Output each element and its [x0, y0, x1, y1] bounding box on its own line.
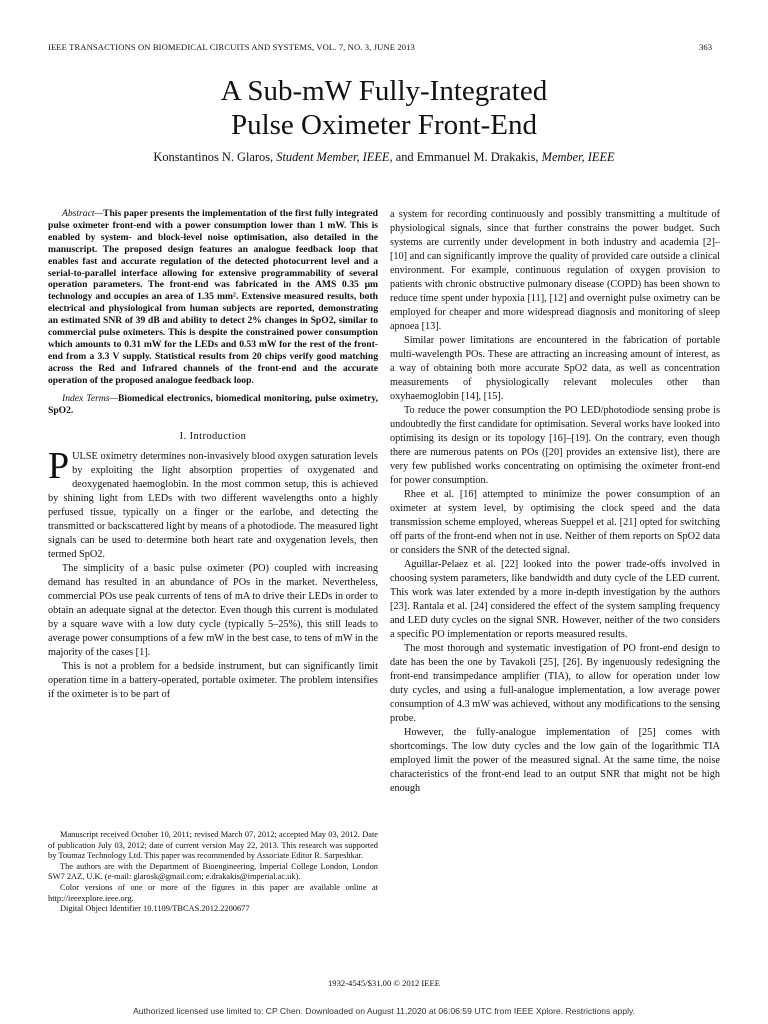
- journal-name: IEEE TRANSACTIONS ON BIOMEDICAL CIRCUITS AND SYSTEMS, VOL. 7, NO. 3, JUNE 2013: [48, 42, 415, 52]
- author-1: Konstantinos N. Glaros,: [153, 150, 274, 164]
- footnote-doi: Digital Object Identifier 10.1109/TBCAS.2012.2200677: [60, 904, 250, 914]
- index-terms-lead: Index Terms—: [62, 392, 119, 404]
- page-number: 363: [699, 42, 712, 52]
- footnote-affiliation: The authors are with the Department of Bioengineering, Imperial College London, London SW7 2AZ, U.K. (e-mail: glarosk@gmail.com; e.drakakis@imperial.ac.uk).: [48, 861, 378, 882]
- abstract: [48, 208, 378, 387]
- license-notice: Authorized licensed use limited to: CP Chen. Downloaded on August 11,2020 at 06:06:59 UTC from IEEE Xplore. Restrictions apply.: [132, 1006, 636, 1016]
- left-column: [48, 208, 378, 702]
- intro-paragraph-1: [48, 445, 378, 562]
- intro-paragraph-2: The simplicity of a basic pulse oximeter (PO) coupled with increasing demand has resulted in an abundance of POs in the market. Nevertheless, commercial POs use peak currents of tens of mA to drive their LEDs in order to obtain an adequate signal at the detector. Even though this current is modulated by a square wave with a low duty cycle (typically 5–25%), this still leads to average power consumptions of a few mW in the best case, to tens of mW in the majority of the cases [1].: [48, 563, 378, 659]
- right-paragraph-3: To reduce the power consumption the PO LED/photodiode sensing probe is undoubtedly the first candidate for optimisation. Several works have looked into optimising its design or its topology [16]–[19]. On the contrary, even though there are numerous patents on POs ([20] provides an extensive list), there are very few published works concentrating on optimising the oximeter front-end for power consumption.: [390, 405, 720, 486]
- right-paragraph-7: However, the fully-analogue implementation of [25] comes with shortcomings. The low duty cycles and the low gain of the logarithmic TIA employed limit the power of the measured signal. At the same time, the noise characteristics of the front-end lead to an output SNR that might not be high enough: [390, 727, 720, 794]
- author-2-role: Member, IEEE: [541, 150, 615, 164]
- author-line: [0, 150, 768, 165]
- right-paragraph-4: Rhee et al. [16] attempted to minimize the power consumption of an oximeter at system level, by optimising the clock speed and the data transmission scheme employed, whereas Sueppel et al. [21] opted for switching off parts of the front-end when not in use. Neither of them reports on SpO2 data or considers the SNR of the detected signal.: [390, 489, 720, 556]
- right-paragraph-6: The most thorough and systematic investigation of PO front-end design to date has been the one by Tavakoli [25], [26]. By ingenuously redesigning the front-end transimpedance amplifier (TIA), to allow for operation under low duty cycles, and using a full-analogue implementation, a low average power consumption of 4.3 mW was achieved, without any modifications to the sensing probe.: [390, 643, 720, 724]
- abstract-lead: Abstract—: [62, 208, 104, 219]
- index-terms-text: Biomedical electronics, biomedical monitoring, pulse oximetry, SpO2.: [48, 392, 379, 416]
- author-2: Emmanuel M. Drakakis,: [416, 150, 539, 164]
- intro-paragraph-3: This is not a problem for a bedside instrument, but can significantly limit operation time in a battery-operated, portable oximeter. The problem intensifies if the oximeter is to be part of: [48, 661, 378, 701]
- footnote-color-versions: Color versions of one or more of the figures in this paper are available online at http://ieeexplore.ieee.org.: [48, 882, 378, 903]
- author-1-role: Student Member, IEEE,: [276, 150, 393, 164]
- title-line-1: A Sub-mW Fully-Integrated: [220, 75, 548, 107]
- intro-paragraph-1-text: ULSE oximetry determines non-invasively blood oxygen saturation levels by exploiting the light absorption properties of oxygenated and deoxygenated haemoglobin. In the most common setup, this is achieved by shining light from LEDs with two different wavelengths onto a highly perfused tissue, typically on a finger or the earlobe, and detecting the transmitted or backscattered light by means of a photodiode. The measured light signals can be used to determine both heart rate and oxygenation levels, then termed SpO2.: [48, 451, 378, 561]
- footnote-manuscript: Manuscript received October 10, 2011; revised March 07, 2012; accepted May 03, 2012. Date of publication July 03, 2012; date of current version May 22, 2013. This research was supported by Toumaz Technology Ltd. This paper was recommended by Associate Editor R. Sarpeshkar.: [48, 830, 378, 861]
- right-paragraph-1: a system for recording continuously and possibly transmitting a multitude of physiological signals, since that further constrains the power budget. Such systems are currently under development in both industry and academia [2]–[10] and can significantly improve the quality of provided care outside a clinical environment. For example, continuous regulation of oxygen provision to patients with chronic obstructive pulmonary disease (COPD) has been shown to reduce time spent under hypoxia [11], [12] and overnight pulse oximetry can be employed for cheaper and more widespread diagnosis and monitoring of sleep apnoea [13].: [390, 209, 720, 332]
- author-conjunction: and: [395, 150, 414, 164]
- running-header: [48, 42, 712, 56]
- title-line-2: Pulse Oximeter Front-End: [230, 109, 538, 141]
- paper-title: [0, 74, 768, 142]
- right-paragraph-2: Similar power limitations are encountered in the fabrication of portable multi-wavelength POs. These are attracting an increasing amount of interest, as a way of obtaining both more accurate SpO2 data, as well as concentration measurements of physiologically relevant molecules other than oxyhaemoglobin [14], [15].: [390, 335, 720, 402]
- issn-copyright: 1932-4545/$31.00 © 2012 IEEE: [327, 978, 441, 988]
- abstract-text: This paper presents the implementation of the first fully integrated pulse oximeter front-end with a power consumption lower than 1 mW. This is enabled by system- and block-level noise optimisation, also detailed in the manuscript. The proposed design features an analogue feedback loop that enables fast and accurate regulation of the detected photocurrent level and a serial-to-parallel interface allowing for extensive programmability of several operation parameters. The front-end was fabricated in the AMS 0.35 μm technology and occupies an area of 1.35 mm². Extensive measured results, both electrical and physiological from human subjects are reported, demonstrating an estimated SNR of 39 dB and ability to detect 2% changes in SpO2, similar to commercial pulse oximeters. This is despite the constrained power consumption which amounts to 0.31 mW for the LEDs and 0.53 mW for the rest of the front-end from a 3.3 V supply. Statistical results from 20 chips verify good matching across the Red and Infrared channels of the front-end and the accurate operation of the proposed analogue feedback loop.: [48, 208, 378, 386]
- right-paragraph-5: Aguillar-Pelaez et al. [22] looked into the power trade-offs involved in choosing system parameters, like bandwidth and duty cycle of the LED current. This work was later extended by a more in-depth investigation by the authors [23]. Rantala et al. [24] considered the effect of the system sampling frequency and LED duty cycles on the signal SNR. However, neither of the two considers a specific PO implementation or reports measured results.: [390, 559, 720, 640]
- footnotes: [48, 830, 378, 915]
- right-column: [390, 208, 720, 796]
- section-heading-introduction: I. Introduction: [179, 431, 247, 443]
- drop-cap: P: [48, 445, 70, 488]
- index-terms: [48, 393, 378, 417]
